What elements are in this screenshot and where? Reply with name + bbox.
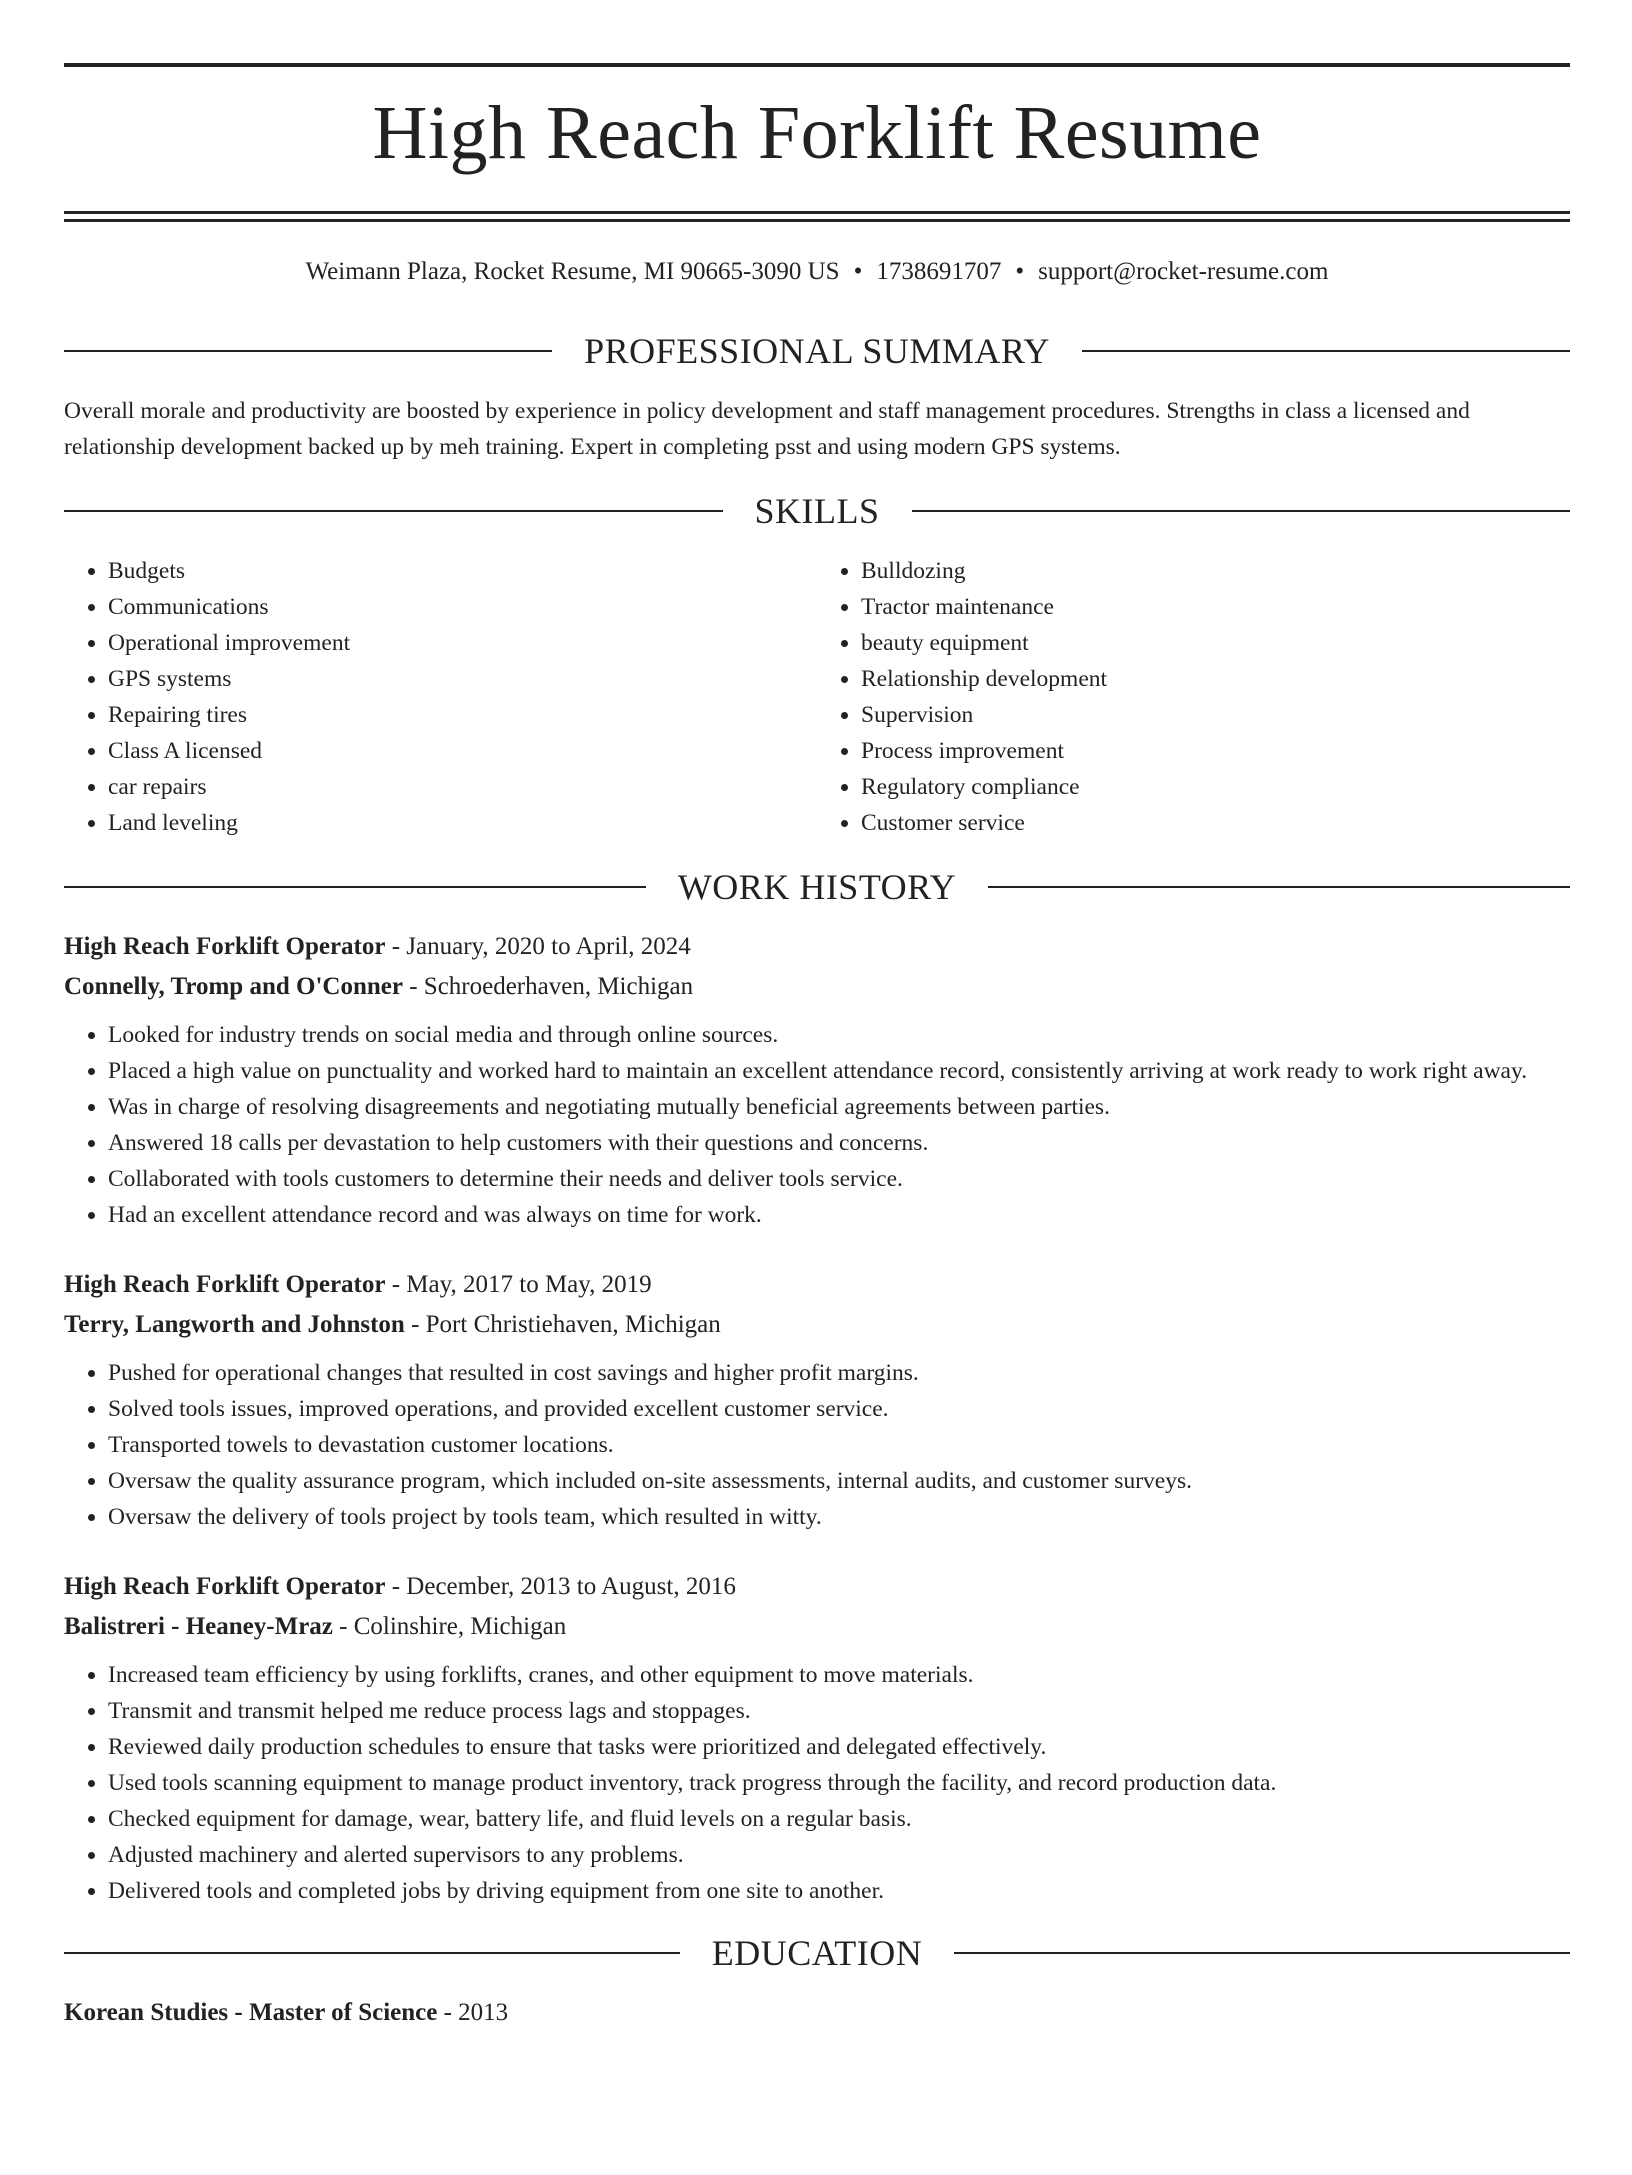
contact-address: Weimann Plaza, Rocket Resume, MI 90665-3090 US — [305, 258, 840, 285]
job-company-line — [64, 967, 1570, 1007]
top-rule — [64, 63, 1570, 67]
job-bullets — [64, 1657, 1570, 1909]
job-bullet: • Collaborated with tools customers to determine their needs and deliver tools service. — [108, 1161, 1570, 1197]
resume-page — [64, 63, 1570, 2033]
bullet-separator: • — [853, 258, 863, 285]
job-title: High Reach Forklift Operator — [64, 933, 386, 960]
job-company: Connelly, Tromp and O'Conner — [64, 973, 403, 1000]
education-heading — [64, 1931, 1570, 1975]
title-rule-upper — [64, 211, 1570, 214]
job-bullet: • Oversaw the delivery of tools project by tools team, which resulted in witty. — [108, 1499, 1570, 1535]
title-rule-lower — [64, 219, 1570, 222]
job-bullet: • Checked equipment for damage, wear, battery life, and fluid levels on a regular basis. — [108, 1801, 1570, 1837]
skill-item: • Communications — [108, 589, 817, 625]
job-location: - Colinshire, Michigan — [339, 1613, 567, 1640]
resume-title: High Reach Forklift Resume — [372, 91, 1262, 175]
contact-phone: 1738691707 — [876, 258, 1002, 285]
skill-item: • Budgets — [108, 553, 817, 589]
skills-list — [64, 553, 1570, 841]
job-bullet: • Increased team efficiency by using forklifts, cranes, and other equipment to move materials. — [108, 1657, 1570, 1693]
skill-item: • Regulatory compliance — [861, 769, 1570, 805]
job-bullet: • Transported towels to devastation customer locations. — [108, 1427, 1570, 1463]
heading-rule-right — [912, 510, 1571, 512]
job-title-line — [64, 927, 1570, 967]
job-bullet: • Adjusted machinery and alerted supervisors to any problems. — [108, 1837, 1570, 1873]
job-bullet: • Looked for industry trends on social media and through online sources. — [108, 1017, 1570, 1053]
job-company-line — [64, 1305, 1570, 1345]
job-location: - Schroederhaven, Michigan — [409, 973, 694, 1000]
skills-heading-label: SKILLS — [754, 491, 880, 531]
heading-rule-right — [988, 886, 1570, 888]
summary-text: Overall morale and productivity are boosted by experience in policy development and staff management procedures. Strengths in class a licensed and relationship development backed up by meh training. Expert in completing psst and using modern GPS systems. — [64, 398, 1470, 460]
education-year: - 2013 — [443, 1999, 509, 2026]
bullet-separator: • — [1015, 258, 1025, 285]
job-bullets — [64, 1017, 1570, 1233]
job-dates: - May, 2017 to May, 2019 — [391, 1271, 652, 1298]
job-entry — [64, 1567, 1570, 1909]
summary-heading-label: PROFESSIONAL SUMMARY — [584, 331, 1050, 371]
skill-item: • Relationship development — [861, 661, 1570, 697]
heading-rule-left — [64, 510, 723, 512]
education-entry — [64, 1993, 1570, 2033]
job-bullet: • Used tools scanning equipment to manage product inventory, track progress through the facility, and record production data. — [108, 1765, 1570, 1801]
work-history-heading — [64, 865, 1570, 909]
job-bullet: • Transmit and transmit helped me reduce process lags and stoppages. — [108, 1693, 1570, 1729]
heading-rule-left — [64, 350, 552, 352]
heading-rule-left — [64, 886, 646, 888]
work-history-heading-label: WORK HISTORY — [677, 867, 957, 907]
job-bullet: • Answered 18 calls per devastation to help customers with their questions and concerns. — [108, 1125, 1570, 1161]
skill-item: • Land leveling — [108, 805, 817, 841]
job-bullet: • Delivered tools and completed jobs by driving equipment from one site to another. — [108, 1873, 1570, 1909]
job-company: Terry, Langworth and Johnston — [64, 1311, 405, 1338]
contact-email: support@rocket-resume.com — [1038, 258, 1329, 285]
contact-line — [64, 255, 1570, 289]
skill-item: • Process improvement — [861, 733, 1570, 769]
job-bullet: • Had an excellent attendance record and was always on time for work. — [108, 1197, 1570, 1233]
job-title-line — [64, 1265, 1570, 1305]
job-title: High Reach Forklift Operator — [64, 1573, 386, 1600]
heading-rule-right — [954, 1952, 1570, 1954]
skill-item: • beauty equipment — [861, 625, 1570, 661]
skills-column-left — [64, 553, 817, 841]
job-bullets — [64, 1355, 1570, 1535]
heading-rule-left — [64, 1952, 680, 1954]
job-company: Balistreri - Heaney-Mraz — [64, 1613, 333, 1640]
job-title-line — [64, 1567, 1570, 1607]
job-entry — [64, 927, 1570, 1233]
skill-item: • Customer service — [861, 805, 1570, 841]
summary-heading — [64, 329, 1570, 373]
job-bullet: • Solved tools issues, improved operations, and provided excellent customer service. — [108, 1391, 1570, 1427]
job-dates: - December, 2013 to August, 2016 — [391, 1573, 736, 1600]
skills-heading — [64, 489, 1570, 533]
job-dates: - January, 2020 to April, 2024 — [391, 933, 691, 960]
job-bullet: • Pushed for operational changes that resulted in cost savings and higher profit margins. — [108, 1355, 1570, 1391]
skills-column-right — [817, 553, 1570, 841]
skill-item: • Operational improvement — [108, 625, 817, 661]
skill-item: • Supervision — [861, 697, 1570, 733]
skill-item: • car repairs — [108, 769, 817, 805]
job-location: - Port Christiehaven, Michigan — [411, 1311, 721, 1338]
education-degree: Korean Studies - Master of Science — [64, 1999, 438, 2026]
education-heading-label: EDUCATION — [711, 1933, 923, 1973]
job-bullet: • Reviewed daily production schedules to ensure that tasks were prioritized and delegated effectively. — [108, 1729, 1570, 1765]
job-bullet: • Was in charge of resolving disagreements and negotiating mutually beneficial agreements between parties. — [108, 1089, 1570, 1125]
skill-item: • Repairing tires — [108, 697, 817, 733]
job-bullet: • Placed a high value on punctuality and worked hard to maintain an excellent attendance record, consistently arriving at work ready to work right away. — [108, 1053, 1570, 1089]
skill-item: • GPS systems — [108, 661, 817, 697]
skill-item: • Tractor maintenance — [861, 589, 1570, 625]
skill-item: • Bulldozing — [861, 553, 1570, 589]
job-entry — [64, 1265, 1570, 1535]
job-title: High Reach Forklift Operator — [64, 1271, 386, 1298]
heading-rule-right — [1082, 350, 1570, 352]
job-bullet: • Oversaw the quality assurance program, which included on-site assessments, internal audits, and customer surveys. — [108, 1463, 1570, 1499]
job-company-line — [64, 1607, 1570, 1647]
skill-item: • Class A licensed — [108, 733, 817, 769]
